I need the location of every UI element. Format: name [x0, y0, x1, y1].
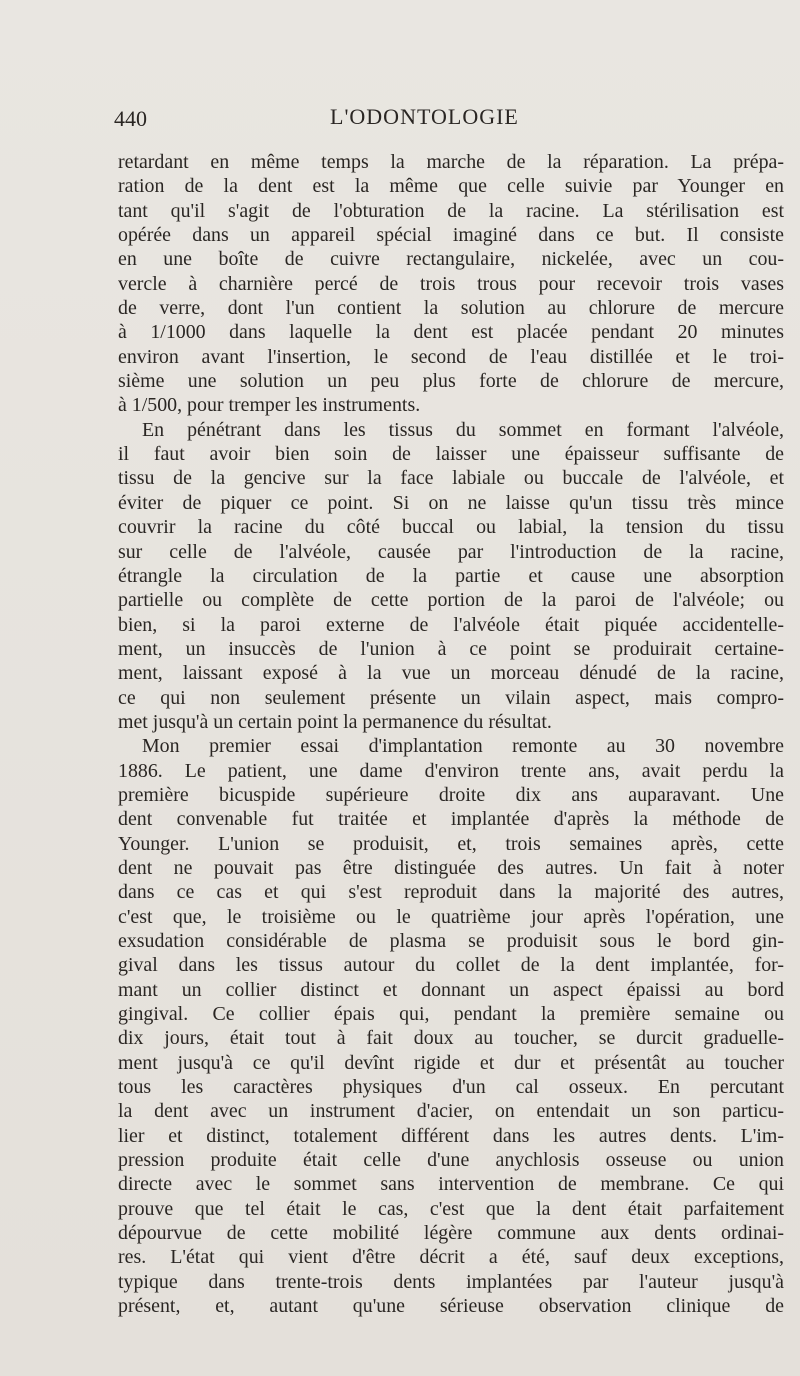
text-line: de verre, dont l'un contient la solution au chlorure de mercure [118, 297, 784, 320]
text-line: dans ce cas et qui s'est reproduit dans la majorité des autres, [118, 881, 784, 904]
text-line: sième une solution un peu plus forte de chlorure de mercure, [118, 370, 784, 393]
text-line: étrangle la circulation de la partie et cause une absorption [118, 564, 784, 587]
text-line: pression produite était celle d'une anychlosis osseuse ou union [118, 1149, 784, 1172]
text-line: bien, si la paroi externe de l'alvéole était piquée accidentelle- [118, 613, 784, 636]
text-line: vercle à charnière percé de trois trous pour recevoir trois vases [118, 272, 784, 295]
text-line: ment, laissant exposé à la vue un morceau dénudé de la racine, [118, 662, 784, 685]
text-line: partielle ou complète de cette portion de la paroi de l'alvéole; ou [118, 589, 784, 612]
text-line: présent, et, autant qu'une sérieuse observation clinique de [118, 1295, 784, 1318]
text-line: 1886. Le patient, une dame d'environ trente ans, avait perdu la [118, 759, 784, 782]
text-line: tissu de la gencive sur la face labiale ou buccale de l'alvéole, et [118, 467, 784, 490]
text-line: ce qui non seulement présente un vilain aspect, mais compro- [118, 686, 784, 709]
text-line: opérée dans un appareil spécial imaginé dans ce but. Il consiste [118, 224, 784, 247]
text-line: ration de la dent est la même que celle suivie par Younger en [118, 175, 784, 198]
text-line: à 1/1000 dans laquelle la dent est placée pendant 20 minutes [118, 321, 784, 344]
text-line: il faut avoir bien soin de laisser une épaisseur suffisante de [118, 443, 784, 466]
text-line: ment jusqu'à ce qu'il devînt rigide et dur et présentât au toucher [118, 1051, 784, 1074]
text-line: sur celle de l'alvéole, causée par l'introduction de la racine, [118, 540, 784, 563]
text-line: tous les caractères physiques d'un cal osseux. En percutant [118, 1076, 784, 1099]
text-line: dent convenable fut traitée et implantée d'après la méthode de [118, 808, 784, 831]
text-line: environ avant l'insertion, le second de l'eau distillée et le troi- [118, 345, 784, 368]
text-line: lier et distinct, totalement différent dans les autres dents. L'im- [118, 1124, 784, 1147]
text-line: gingival. Ce collier épais qui, pendant la première semaine ou [118, 1003, 784, 1026]
body-text [118, 150, 784, 1319]
text-line: exsudation considérable de plasma se produisit sous le bord gin- [118, 930, 784, 952]
page-header [110, 102, 790, 142]
text-line: première bicuspide supérieure droite dix ans auparavant. Une [118, 783, 784, 806]
text-line: mant un collier distinct et donnant un aspect épaissi au bord [118, 978, 784, 1001]
text-line: dépourvue de cette mobilité légère commune aux dents ordinai- [118, 1222, 784, 1245]
text-line: ment, un insuccès de l'union à ce point se produirait certaine- [118, 637, 784, 660]
text-line: dix jours, était tout à fait doux au toucher, se durcit graduelle- [118, 1027, 784, 1050]
text-line: directe avec le sommet sans intervention de membrane. Ce qui [118, 1173, 784, 1196]
text-line: la dent avec un instrument d'acier, on entendait un son particu- [118, 1100, 784, 1123]
running-head: L'ODONTOLOGIE [330, 104, 519, 129]
page-number: 440 [114, 106, 147, 131]
text-line: c'est que, le troisième ou le quatrième jour après l'opération, une [118, 905, 784, 928]
text-line: gival dans les tissus autour du collet de la dent implantée, for- [118, 954, 784, 977]
text-line: éviter de piquer ce point. Si on ne laisse qu'un tissu très mince [118, 491, 784, 514]
text-line: dent ne pouvait pas être distinguée des autres. Un fait à noter [118, 856, 784, 879]
text-line: Younger. L'union se produisit, et, trois semaines après, cette [118, 832, 784, 855]
text-line: couvrir la racine du côté buccal ou labial, la tension du tissu [118, 516, 784, 539]
text-line: Mon premier essai d'implantation remonte au 30 novembre [142, 735, 784, 758]
text-line: met jusqu'à un certain point la permanence du résultat. [118, 710, 552, 733]
text-line: prouve que tel était le cas, c'est que la dent était parfaitement [118, 1197, 784, 1220]
text-line: en une boîte de cuivre rectangulaire, nickelée, avec un cou- [118, 248, 784, 271]
text-line: tant qu'il s'agit de l'obturation de la racine. La stérilisation est [118, 199, 784, 222]
text-line: En pénétrant dans les tissus du sommet en formant l'alvéole, [142, 418, 784, 441]
text-line: typique dans trente-trois dents implantées par l'auteur jusqu'à [118, 1270, 784, 1293]
text-line: retardant en même temps la marche de la réparation. La prépa- [118, 151, 784, 173]
text-line: res. L'état qui vient d'être décrit a été, sauf deux exceptions, [118, 1246, 784, 1269]
text-line: à 1/500, pour tremper les instruments. [118, 394, 421, 417]
